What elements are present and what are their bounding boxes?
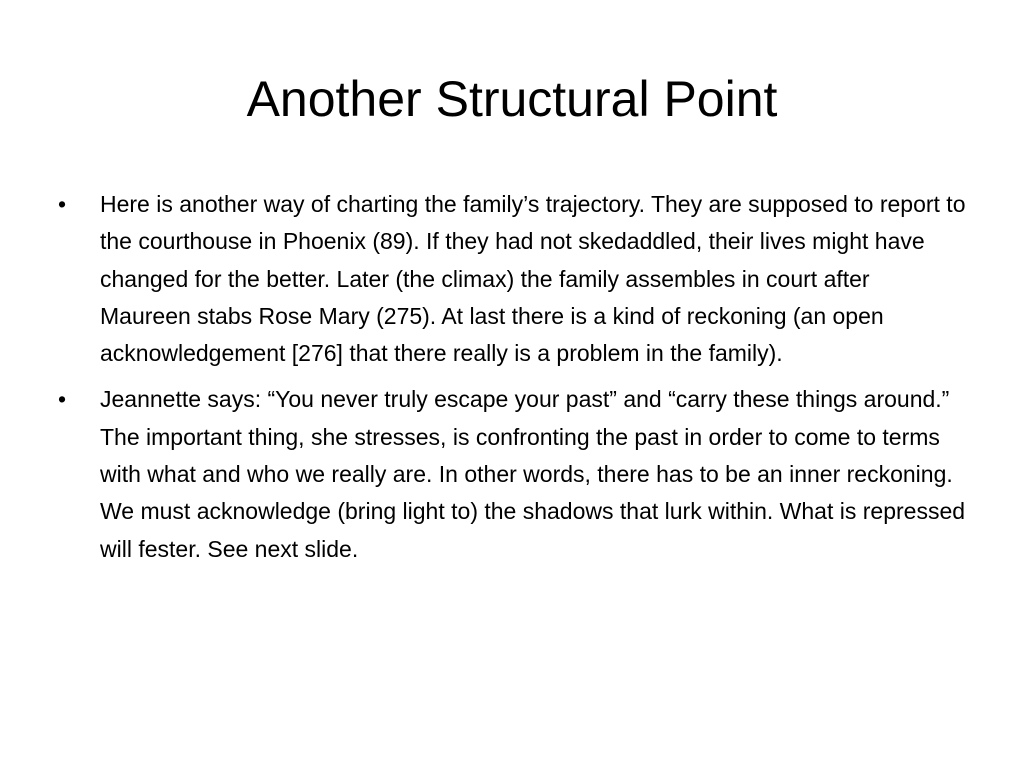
bullet-icon: •: [58, 386, 67, 413]
bullet-item-2: [56, 381, 966, 567]
bullet-list: [56, 186, 966, 577]
bullet-item-1: [56, 186, 966, 372]
bullet-text: Jeannette says: “You never truly escape your past” and “carry these things around.” The important thing, she stresses, is confronting the past in order to come to terms with what and who we really are. In other words, there has to be an inner reckoning. We must acknowledge (bring light to) the shadows that lurk within. What is repressed will fester. See next slide.: [100, 386, 966, 562]
bullet-text: Here is another way of charting the family’s trajectory. They are supposed to report to the courthouse in Phoenix (89). If they had not skedaddled, their lives might have changed for the better. Later (the climax) the family assembles in court after Maureen stabs Rose Mary (275). At last there is a kind of reckoning (an open acknowledgement [276] that there really is a problem in the family).: [100, 191, 966, 367]
bullet-icon: •: [58, 191, 67, 217]
slide-title: Another Structural Point: [246, 71, 778, 127]
